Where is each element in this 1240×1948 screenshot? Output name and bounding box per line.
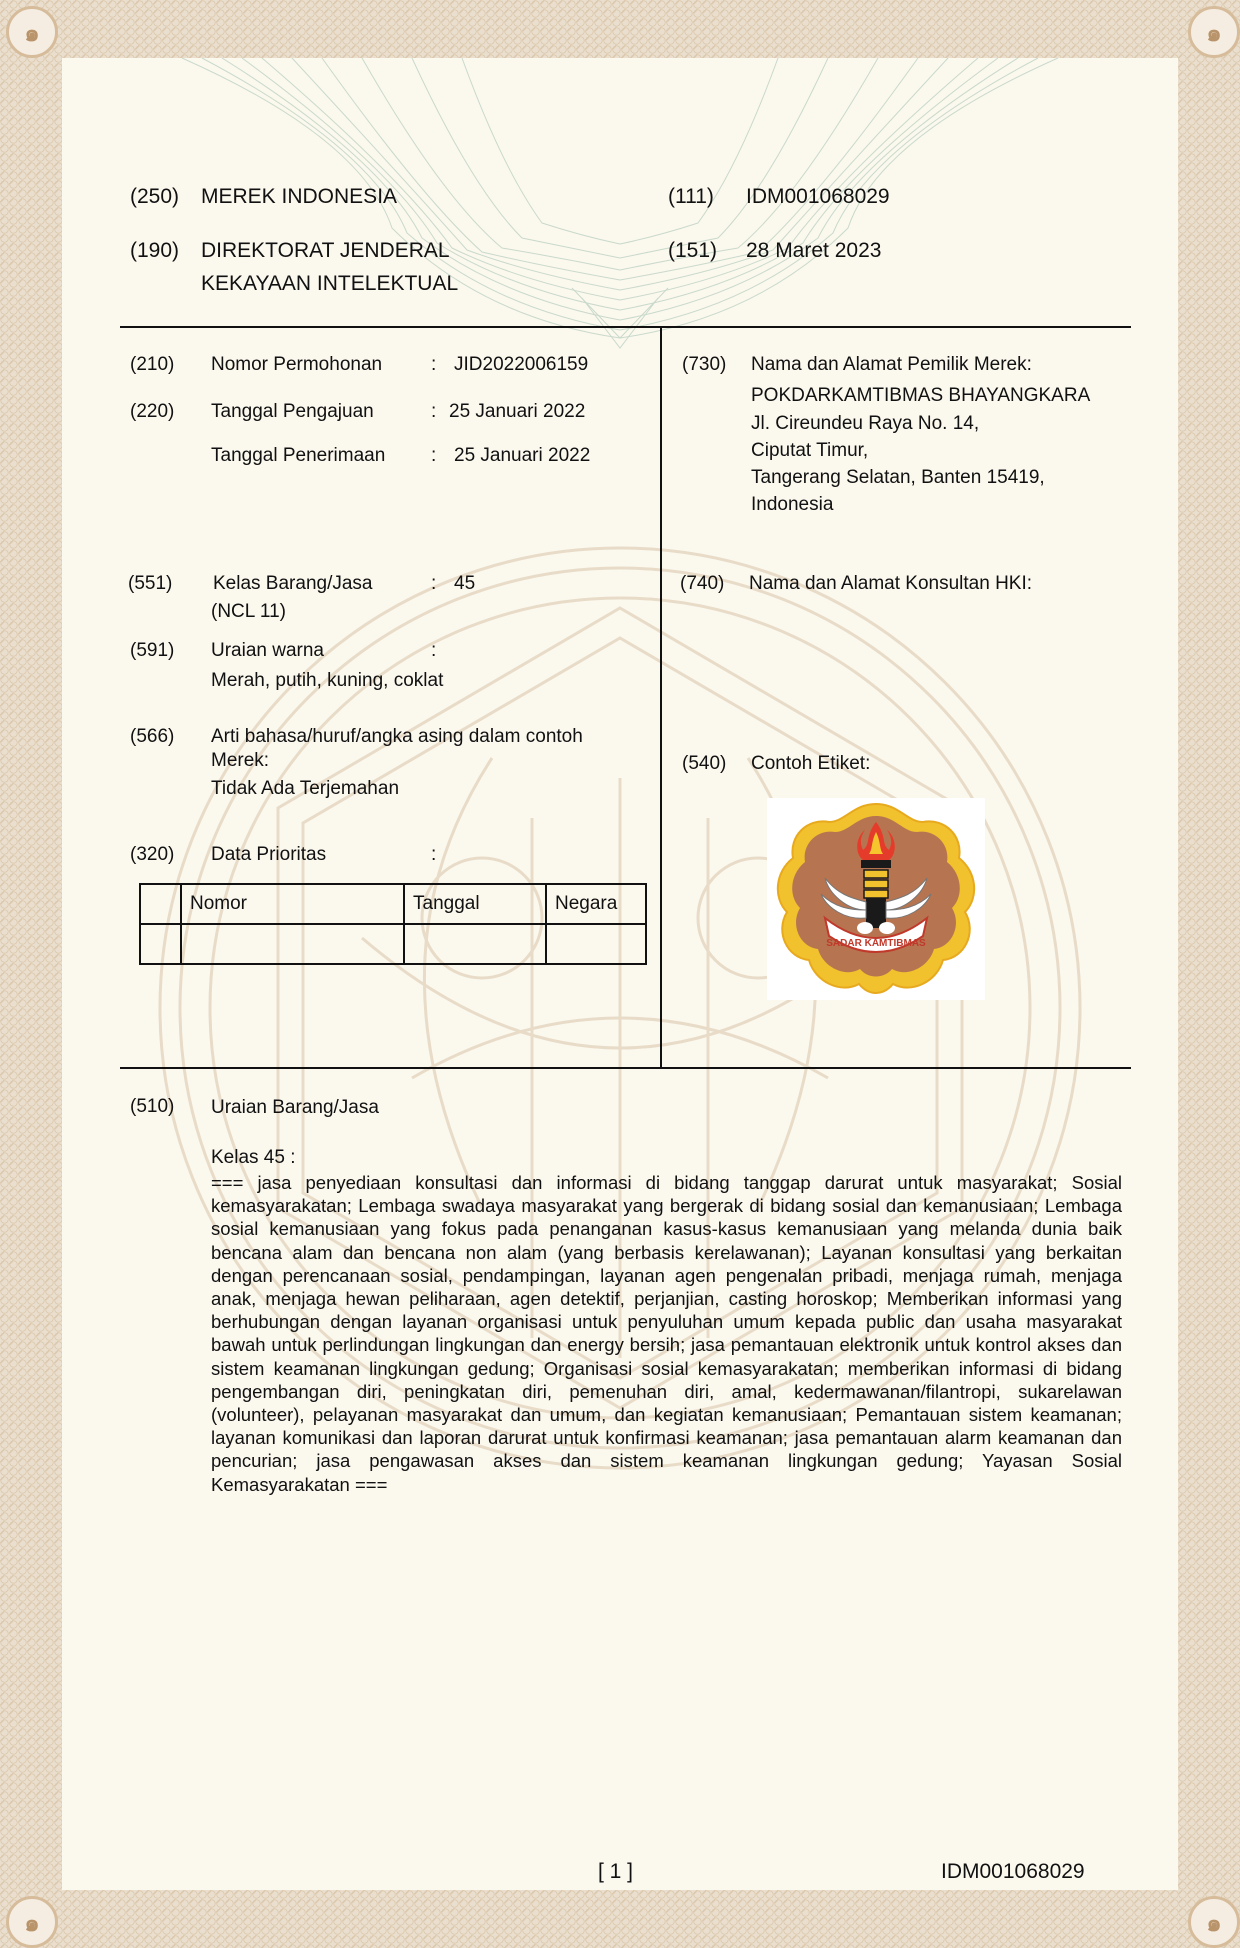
owner-address-line-4: Indonesia (751, 494, 834, 515)
table-row (140, 924, 646, 964)
filing-date: 25 Januari 2022 (449, 401, 586, 422)
label-class: Kelas Barang/Jasa (213, 573, 373, 594)
label-consultant: Nama dan Alamat Konsultan HKI: (749, 573, 1033, 594)
corner-ornament-icon: ๑ (1188, 6, 1240, 58)
label-colors: Uraian warna (211, 640, 324, 661)
sep-320: : (431, 844, 437, 865)
trademark-emblem-icon (767, 798, 985, 1000)
table-cell (140, 924, 181, 964)
code-320: (320) (130, 844, 175, 865)
table-header-negara: Negara (546, 884, 646, 924)
table-row (140, 884, 646, 924)
security-watermark (62, 58, 1178, 1890)
sep-210: : (431, 354, 437, 375)
divider-top (120, 326, 1131, 328)
footer-registration-number: IDM001068029 (941, 1860, 1085, 1883)
label-label-sample: Contoh Etiket: (751, 753, 871, 774)
authority-line-1: DIREKTORAT JENDERAL (201, 239, 450, 262)
frame-bottom (0, 1890, 1240, 1948)
owner-address-line-1: Jl. Cireundeu Raya No. 14, (751, 413, 980, 434)
table-header-nomor: Nomor (181, 884, 404, 924)
table-cell (546, 924, 646, 964)
label-receipt-date: Tanggal Penerimaan (211, 445, 386, 466)
code-250: (250) (130, 185, 180, 208)
authority-line-2: KEKAYAAN INTELEKTUAL (201, 272, 459, 295)
label-translation-line-2: Merek: (211, 750, 270, 771)
code-591: (591) (130, 640, 175, 661)
registration-number: IDM001068029 (746, 185, 890, 208)
table-cell (140, 884, 181, 924)
corner-ornament-icon: ๑ (6, 1896, 58, 1948)
receipt-date: 25 Januari 2022 (454, 445, 591, 466)
table-header-tanggal: Tanggal (404, 884, 546, 924)
code-111: (111) (668, 185, 714, 208)
goods-services-description: === jasa penyediaan konsultasi dan informasi di bidang tanggap darurat untuk masyarakat; Sosial kemasyarakatan; Lembaga swadaya masyarakat yang bergerak di bidang sosial dan kemanusiaan; Lembaga sosial kemanusiaan yang fokus pada penanganan kasus-kasus kemanusiaan yang melanda dunia baik bencana alam dan bencana non alam (yang berbasis kerelawanan); Layanan konsultasi yang berkaitan dengan perencanaan sosial, pendampingan, layanan agen pengenalan pribadi, menjaga rumah, menjaga anak, menjaga hewan peliharaan, agen detektif, perjanjian, casting horoskop; Memberikan informasi yang berhubungan dengan layanan organisasi untuk penyuluhan umum kepada public dan usaha masyarakat bawah untuk perlindungan lingkungan dan energy bersih; jasa pemantauan elektronik untuk kontrol akses dan sistem keamanan lingkungan gedung; Organisasi sosial kemasyarakatan; memberikan informasi di bidang pengembangan diri, peningkatan diri, pemenuhan diri, amal, kedermawanan/filantropi, sukarelawan (volunteer), pelayanan masyarakat dan umum, dan kegiatan kemanusiaan; Pemantauan sistem keamanan; layanan komunikasi dan laporan darurat untuk konfirmasi keamanan; jasa pemantauan alarm keamanan dan pencurian; jasa pengawasan akses dan sistem keamanan lingkungan gedung; Yayasan Sosial Kemasyarakatan === (211, 1172, 1122, 1495)
ncl-edition: (NCL 11) (211, 601, 286, 622)
owner-address-line-2: Ciputat Timur, (751, 440, 869, 461)
sep-551: : (431, 573, 437, 594)
priority-table (139, 883, 647, 965)
code-566: (566) (130, 726, 175, 747)
table-cell (181, 924, 404, 964)
class-heading: Kelas 45 : (211, 1147, 296, 1168)
sep-220: : (431, 401, 437, 422)
code-190: (190) (130, 239, 180, 262)
label-merek-indonesia: MEREK INDONESIA (201, 185, 398, 208)
label-priority: Data Prioritas (211, 844, 327, 865)
table-cell (404, 924, 546, 964)
colors-value: Merah, putih, kuning, coklat (211, 670, 444, 691)
code-220: (220) (130, 401, 175, 422)
code-510: (510) (130, 1096, 175, 1117)
code-740: (740) (680, 573, 725, 594)
label-filing-date: Tanggal Pengajuan (211, 401, 374, 422)
code-730: (730) (682, 354, 727, 375)
class-value: 45 (454, 573, 476, 594)
owner-address-line-3: Tangerang Selatan, Banten 15419, (751, 467, 1045, 488)
code-551: (551) (128, 573, 173, 594)
logo-text: SADAR KAMTIBMAS (826, 938, 926, 949)
translation-value: Tidak Ada Terjemahan (211, 778, 400, 799)
trademark-logo (767, 798, 985, 1000)
divider-bottom (120, 1067, 1131, 1069)
label-goods-services: Uraian Barang/Jasa (211, 1097, 379, 1118)
code-540: (540) (682, 753, 727, 774)
frame-right (1178, 0, 1240, 1948)
owner-name: POKDARKAMTIBMAS BHAYANGKARA (751, 385, 1091, 406)
page-number: [ 1 ] (598, 1860, 634, 1883)
label-translation-line-1: Arti bahasa/huruf/angka asing dalam contoh (211, 726, 583, 747)
frame-top (0, 0, 1240, 58)
registration-date: 28 Maret 2023 (746, 239, 882, 262)
code-151: (151) (668, 239, 718, 262)
frame-left (0, 0, 62, 1948)
sep-591: : (431, 640, 437, 661)
application-number: JID2022006159 (454, 354, 589, 375)
label-owner: Nama dan Alamat Pemilik Merek: (751, 354, 1032, 375)
divider-vertical (660, 326, 662, 1068)
label-application-number: Nomor Permohonan (211, 354, 383, 375)
code-210: (210) (130, 354, 175, 375)
corner-ornament-icon: ๑ (6, 6, 58, 58)
corner-ornament-icon: ๑ (1188, 1896, 1240, 1948)
sep-receipt: : (431, 445, 437, 466)
